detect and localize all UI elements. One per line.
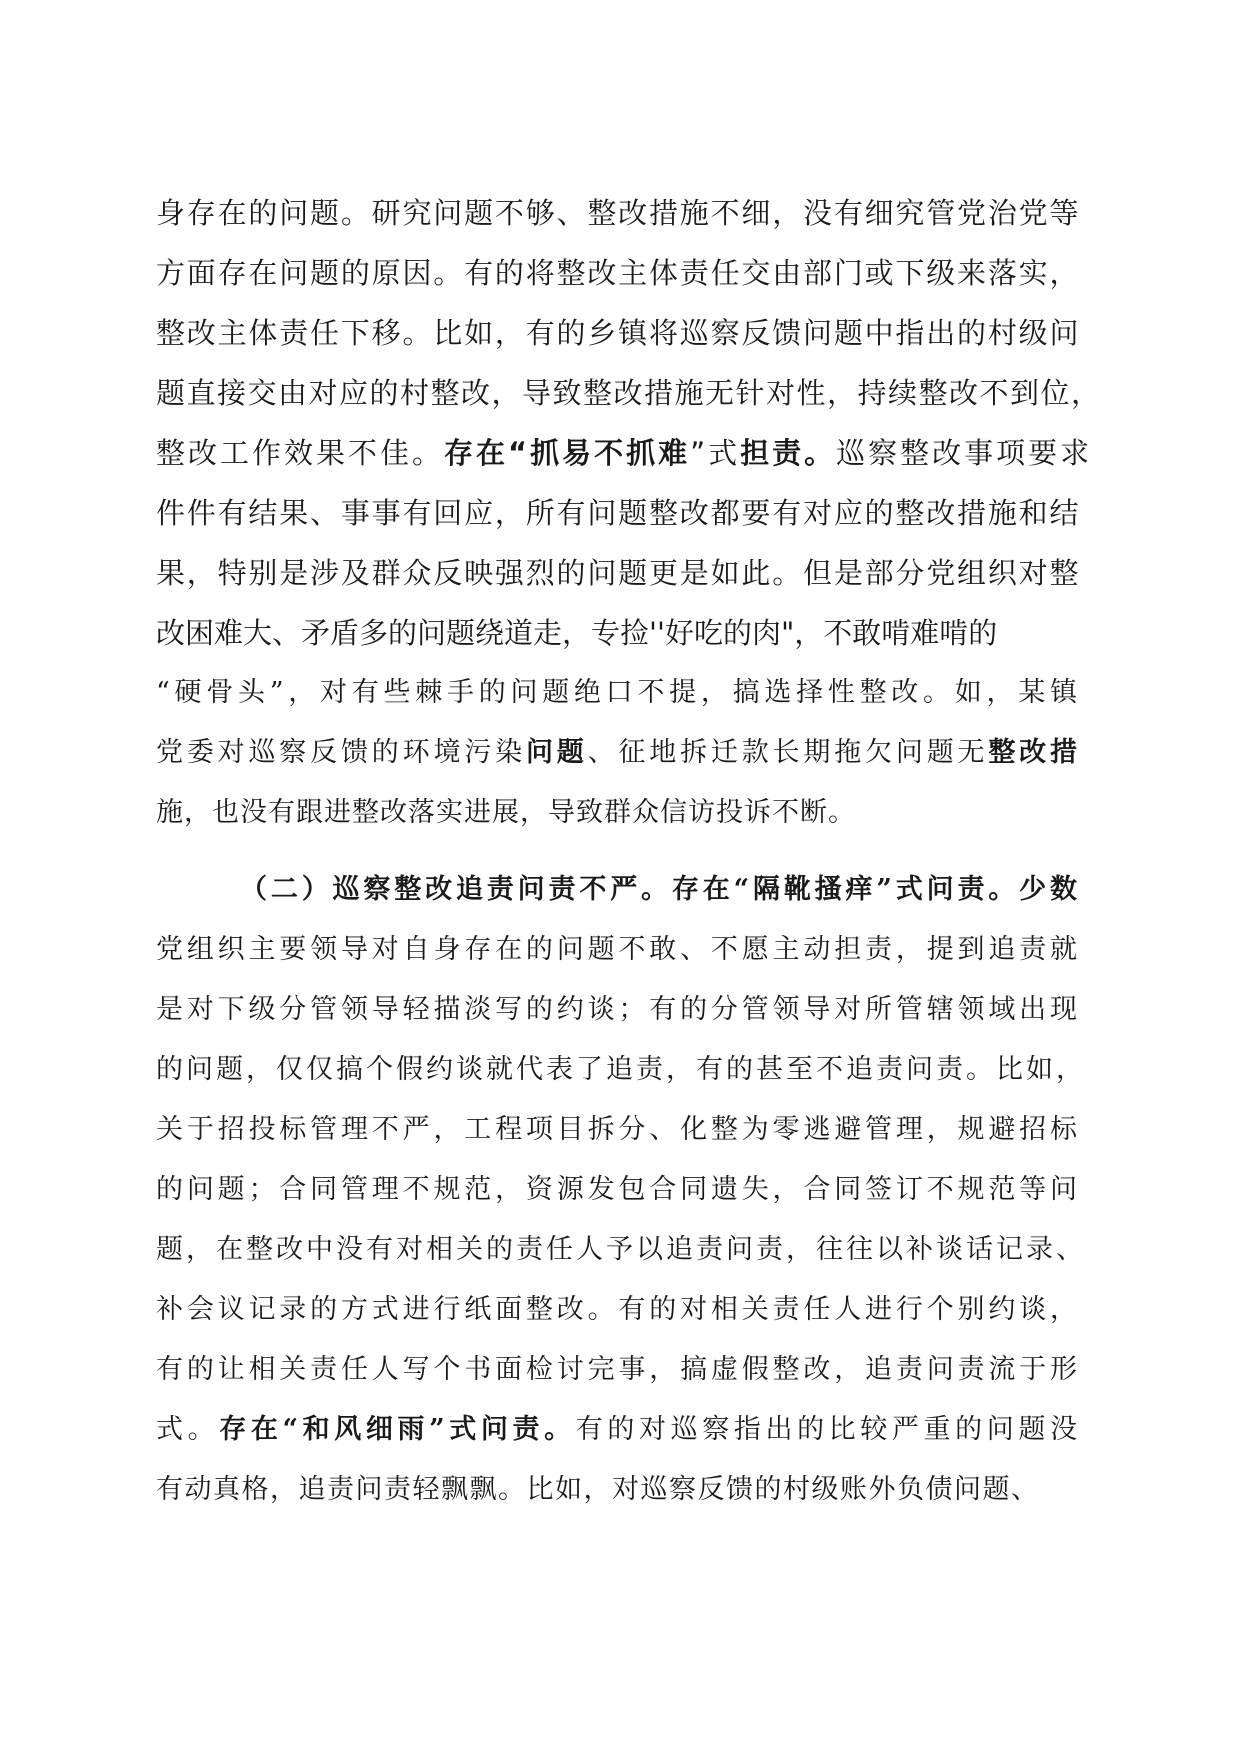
bold-run: 整改措 xyxy=(988,737,1081,768)
text-run: 式。 xyxy=(156,1414,220,1445)
text-line: 方面存在问题的原因。有的将整改主体责任交由部门或下级来落实， xyxy=(156,256,1080,290)
text-line: 党组织主要领导对自身存在的问题不敢、不愿主动担责，提到追责就 xyxy=(156,934,1080,965)
text-line: 身存在的问题。研究问题不够、整改措施不细，没有细究管党治党等 xyxy=(156,196,1080,230)
text-run: 巡察整改事项要求 xyxy=(836,436,1093,470)
text-line: 施，也没有跟进整改落实进展，导致群众信访投诉不断。 xyxy=(156,797,856,828)
text-line: 果，特别是涉及群众反映强烈的问题更是如此。但是部分党组织对整 xyxy=(156,556,1080,590)
text-line xyxy=(156,1400,1080,1460)
text-line: 件件有结果、事事有回应，所有问题整改都要有对应的整改措施和结 xyxy=(156,496,1080,530)
text-line: 改困难大、矛盾多的问题绕道走，专捡''好吃的肉"，不敢啃难啃的 xyxy=(156,616,998,650)
text-run: ”式 xyxy=(690,436,741,470)
text-line: 整改主体责任下移。比如，有的乡镇将巡察反馈问题中指出的村级问 xyxy=(156,316,1080,350)
paragraph-2 xyxy=(156,860,1086,1520)
text-line: 关于招投标管理不严，工程项目拆分、化整为零逃避管理，规避招标 xyxy=(156,1114,1080,1145)
text-line: 的问题；合同管理不规范，资源发包合同遗失，合同签订不规范等问 xyxy=(156,1174,1080,1205)
text-line xyxy=(156,723,1080,783)
paragraph-1 xyxy=(156,183,1102,843)
bold-heading-run: 存在“和风细雨”式问责。 xyxy=(219,1414,576,1445)
bold-run: 问题 xyxy=(525,737,588,768)
text-line: 题，在整改中没有对相关的责任人予以追责问责，往往以补谈话记录、 xyxy=(156,1234,1086,1265)
bold-heading-run: 存在“抓易不抓难 xyxy=(444,436,691,470)
section-heading-line: （二）巡察整改追责问责不严。存在“隔靴搔痒”式问责。少数 xyxy=(240,874,1080,905)
text-line: “硬骨头”，对有些棘手的问题绝口不提，搞选择性整改。如，某镇 xyxy=(156,677,1080,708)
text-line: 有的让相关责任人写个书面检讨完事，搞虚假整改，追责问责流于形 xyxy=(156,1354,1080,1385)
text-line: 是对下级分管领导轻描淡写的约谈；有的分管领导对所管辖领域出现 xyxy=(156,994,1080,1025)
text-run: 党委对巡察反馈的环境污染 xyxy=(156,737,526,768)
text-line: 补会议记录的方式进行纸面整改。有的对相关责任人进行个别约谈， xyxy=(156,1294,1080,1325)
bold-heading-run: 担责。 xyxy=(740,436,837,470)
text-line: 的问题，仅仅搞个假约谈就代表了追责，有的甚至不追责问责。比如， xyxy=(156,1054,1086,1085)
text-run: 整改工作效果不佳。 xyxy=(156,436,445,470)
text-line: 题直接交由对应的村整改，导致整改措施无针对性，持续整改不到位， xyxy=(156,376,1102,410)
text-run: 、征地拆迁款长期拖欠问题无 xyxy=(587,737,989,768)
text-line: 有动真格，追责问责轻飘飘。比如，对巡察反馈的村级账外负债问题、 xyxy=(156,1474,1040,1505)
text-line xyxy=(156,423,1093,483)
text-run: 有的对巡察指出的比较严重的问题没 xyxy=(575,1414,1081,1445)
